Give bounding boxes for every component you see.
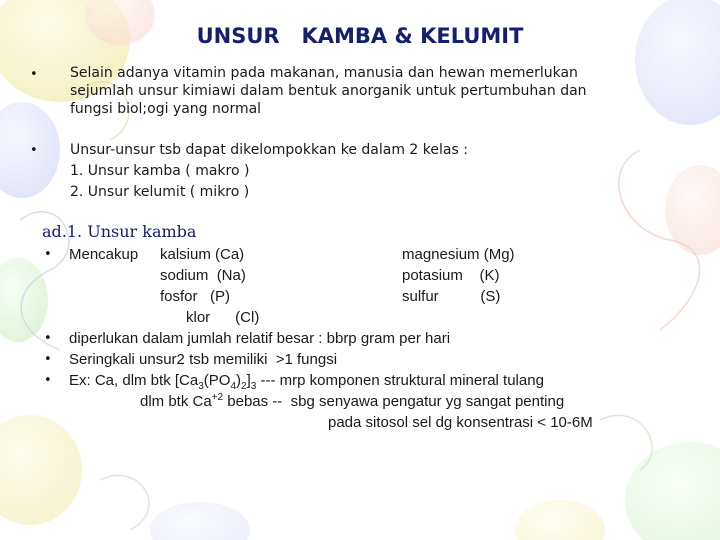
text-line: 1. Unsur kamba ( makro ) — [70, 163, 250, 179]
example-line-2 — [140, 391, 564, 412]
element-item: potasium (K) — [402, 267, 500, 284]
balloon-shape — [515, 500, 605, 540]
element-item: kalsium (Ca) — [160, 246, 245, 263]
bullet: • — [30, 143, 38, 158]
text-line: Unsur-unsur tsb dapat dikelompokkan ke dalam 2 kelas : — [70, 142, 468, 158]
element-item: klor (Cl) — [186, 309, 260, 326]
element-item: sodium (Na) — [160, 267, 246, 284]
swirl-line — [100, 475, 149, 530]
example-text: dlm btk Ca — [140, 393, 212, 410]
example-line-1 — [69, 370, 544, 391]
text-line: sejumlah unsur kimiawi dalam bentuk anorganik untuk pertumbuhan dan — [70, 83, 587, 99]
text-line: Selain adanya vitamin pada makanan, manusia dan hewan memerlukan — [70, 65, 578, 81]
example-text: bebas -- sbg senyawa pengatur yg sangat penting — [223, 393, 565, 410]
bullet: • — [44, 331, 52, 346]
elements-left — [160, 244, 244, 265]
example-line-3: pada sitosol sel dg konsentrasi < 10-6M — [328, 414, 593, 431]
balloon-shape — [0, 258, 48, 342]
example-text: ] — [246, 372, 251, 389]
page-title: UNSUR KAMBA & KELUMIT — [196, 24, 524, 48]
example-text: (PO — [203, 372, 231, 389]
subscript: 3 — [250, 381, 257, 392]
balloon-shape — [0, 415, 82, 525]
text-line: fungsi biol;ogi yang normal — [70, 101, 262, 117]
section-heading: ad.1. Unsur kamba — [42, 222, 197, 241]
bullet: • — [44, 373, 52, 388]
includes-label: Mencakup — [69, 246, 139, 263]
element-item: fosfor (P) — [160, 288, 231, 305]
intro-paragraph-2 — [70, 140, 468, 203]
point-text: diperlukan dalam jumlah relatif besar : bbrp gram per hari — [69, 330, 451, 347]
subscript: 3 — [198, 381, 204, 392]
element-item: magnesium (Mg) — [402, 246, 515, 263]
example-text: Ex: Ca, dlm btk [Ca — [69, 372, 199, 389]
subscript: 4 — [230, 381, 237, 392]
example-text: ) — [236, 372, 242, 389]
bullet: • — [30, 67, 38, 82]
point-text: Seringkali unsur2 tsb memiliki >1 fungsi — [69, 351, 338, 368]
balloon-shape — [625, 442, 720, 540]
text-line: 2. Unsur kelumit ( mikro ) — [70, 184, 250, 200]
subscript: 2 — [241, 381, 247, 392]
superscript: +2 — [211, 392, 224, 403]
bullet: • — [44, 352, 52, 367]
bullet: • — [44, 247, 52, 262]
example-text: --- mrp komponen struktural mineral tulang — [256, 372, 544, 389]
intro-paragraph-1 — [70, 64, 587, 118]
balloon-shape — [635, 0, 720, 125]
element-item: sulfur (S) — [402, 288, 501, 305]
balloon-shape — [150, 502, 250, 540]
